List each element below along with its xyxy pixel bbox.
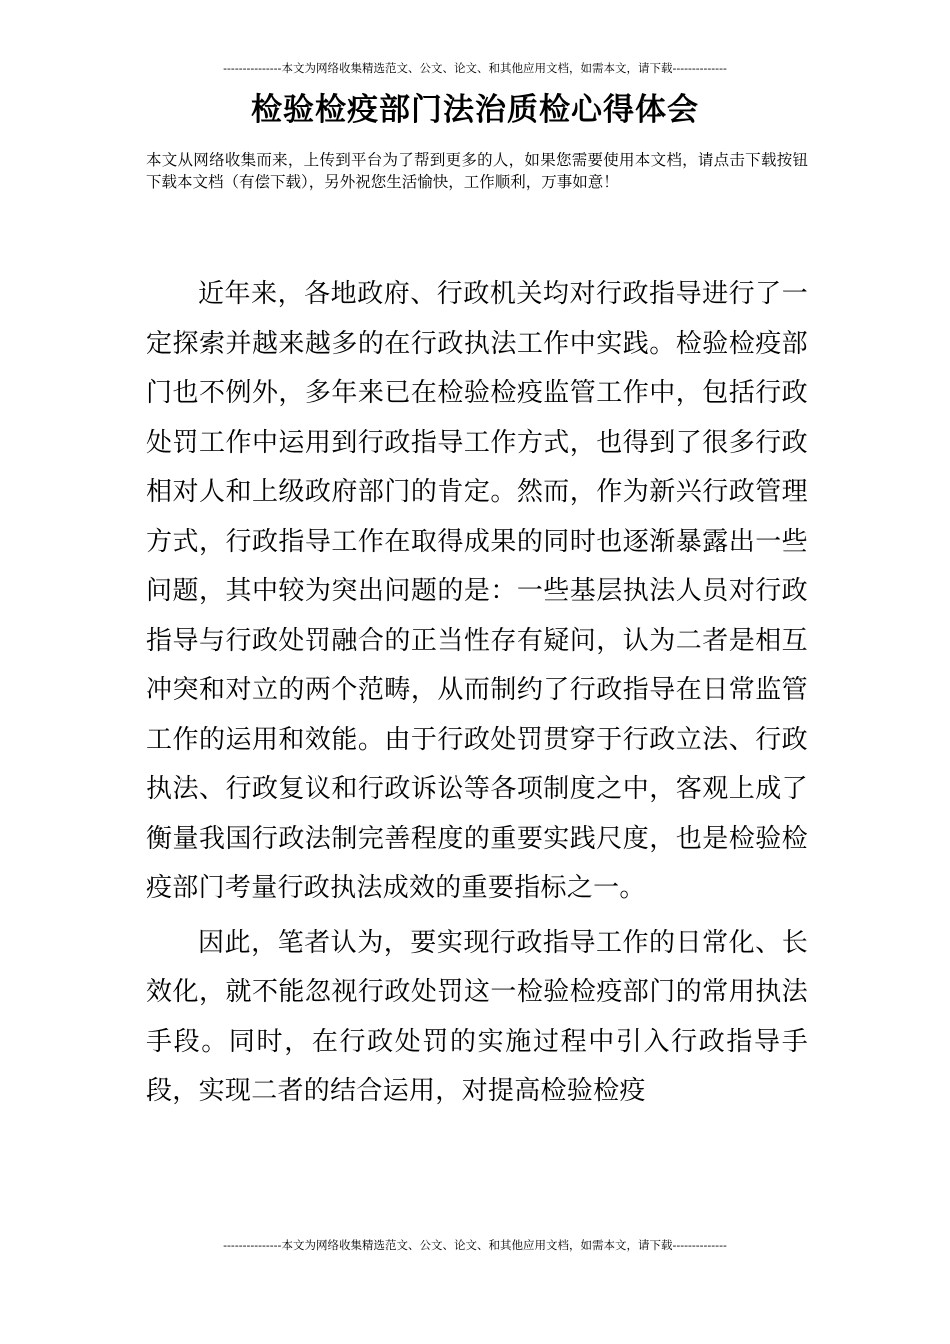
page-header-banner: ---------------本文为网络收集精选范文、公文、论文、和其他应用文档，如需本文，请下载--------------: [223, 61, 727, 75]
page-footer-banner: ---------------本文为网络收集精选范文、公文、论文、和其他应用文档，如需本文，请下载--------------: [223, 1238, 727, 1252]
body-paragraph: 近年来，各地政府、行政机关均对行政指导进行了一定探索并越来越多的在行政执法工作中实践。检验检疫部门也不例外，多年来已在检验检疫监管工作中，包括行政处罚工作中运用到行政指导工作方式，也得到了很多行政相对人和上级政府部门的肯定。然而，作为新兴行政管理方式，行政指导工作在取得成果的同时也逐渐暴露出一些问题，其中较为突出问题的是：一些基层执法人员对行政指导与行政处罚融合的正当性存有疑问，认为二者是相互冲突和对立的两个范畴，从而制约了行政指导在日常监管工作的运用和效能。由于行政处罚贯穿于行政立法、行政执法、行政复议和行政诉讼等各项制度之中，客观上成了衡量我国行政法制完善程度的重要实践尺度，也是检验检疫部门考量行政执法成效的重要指标之一。: [146, 279, 808, 903]
document-title: 检验检疫部门法治质检心得体会: [251, 92, 699, 128]
body-paragraph: 因此，笔者认为，要实现行政指导工作的日常化、长效化，就不能忽视行政处罚这一检验检疫部门的常用执法手段。同时，在行政处罚的实施过程中引入行政指导手段，实现二者的结合运用，对提高检验检疫: [146, 927, 808, 1106]
document-body: [146, 270, 808, 1122]
download-notice: 本文从网络收集而来，上传到平台为了帮到更多的人，如果您需要使用本文档，请点击下载按钮下载本文档（有偿下载），另外祝您生活愉快，工作顺利，万事如意！: [146, 151, 808, 191]
